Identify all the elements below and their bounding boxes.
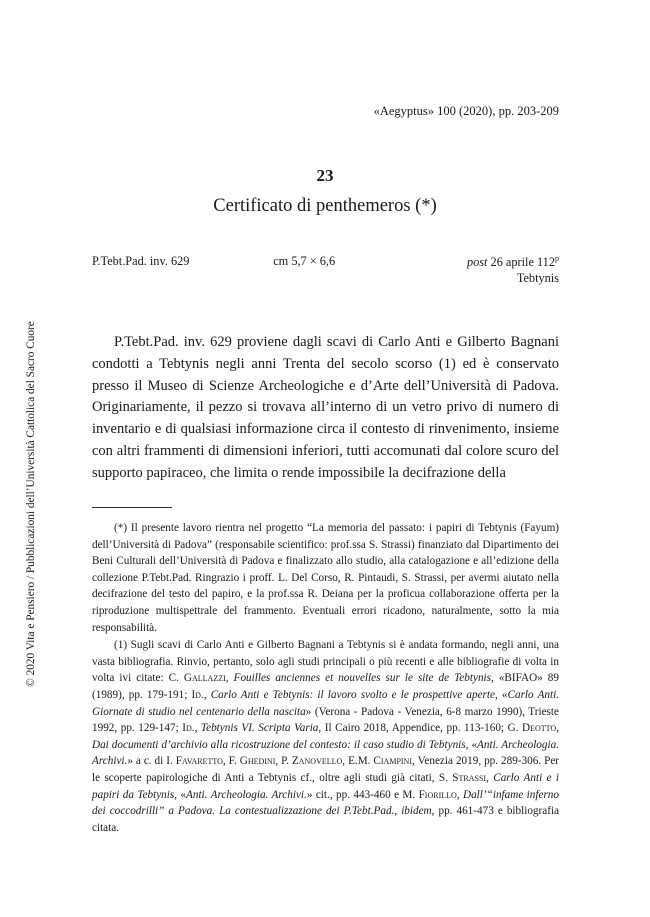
- fn1-work-title: Dai documenti d’archivio alla ricostruzione del contesto: il caso studio di Tebtynis: [92, 738, 466, 751]
- fn1-author: Ciampini: [373, 755, 412, 768]
- fn1-work-title: Carlo Anti e Tebtynis: il lavoro svolto e le prospettive aperte: [210, 688, 495, 701]
- dimensions: cm 5,7 × 6,6: [273, 254, 336, 268]
- fn1-author: Deotto: [522, 722, 557, 735]
- fn1-author: Id.: [191, 688, 204, 701]
- fn1-work-title: Tebtynis VI. Scripta Varia: [200, 722, 319, 735]
- fn1-text: , E.M.: [342, 755, 374, 768]
- fn1-author: Id.: [182, 722, 195, 735]
- fn1-author: Strassi: [452, 771, 487, 784]
- papyrus-metadata: [92, 254, 559, 286]
- fn1-author: Zanovello: [291, 755, 343, 768]
- fn1-text: ,: [394, 805, 402, 818]
- body-paragraph: P.Tebt.Pad. inv. 629 proviene dagli scavi di Carlo Anti e Gilberto Bagnani condotti a Tebtynis negli anni Trenta del secolo scorso (1) ed è conservato presso il Museo di Scienze Archeologiche e d’Arte dell’Università di Padova. Originariamente, il pezzo si trovava all’interno di un vetro privo di numero di inventario e di qualsiasi informazione circa il contesto di rinvenimento, insieme con altri frammenti di dimensioni inferiori, tutti accomunati dal colore scuro del supporto papiraceo, che limita o rende impossibile la decifrazione della: [92, 334, 559, 481]
- fn1-author: Fiorillo: [418, 788, 457, 801]
- footnote-1: [92, 637, 559, 836]
- fn1-text: » a c. di I.: [127, 755, 176, 768]
- fn1-work-title: Anti. Archeologia. Archivi.: [186, 788, 307, 801]
- fn1-work-title: Dall’“infame inferno dei coccodrilli” a Padova. La contestualizzazione dei P.Tebt.Pad.: [92, 788, 559, 818]
- article-title: Certificato di penthemeros (*): [213, 196, 437, 216]
- fn1-text: ,: [225, 672, 234, 685]
- fn1-text: ,: [486, 771, 494, 784]
- date-prefix: post: [466, 255, 488, 270]
- fn1-work-title: Carlo Anti e i papiri da Tebtynis: [92, 771, 559, 801]
- fn1-text: , Venezia 2019, pp. 289-306. Per le scoperte papirologiche di Anti a Tebtynis cf., oltre agli studi già citati, S.: [92, 755, 560, 784]
- side-copyright: © 2020 Vita e Pensiero / Pubblicazioni dell’Università Cattolica del Sacro Cuore: [25, 321, 37, 687]
- provenance: Tebtynis: [516, 271, 559, 286]
- fn1-text: ,: [556, 722, 559, 735]
- fn1-author: Ghedini: [239, 755, 276, 768]
- footnote-separator: [92, 507, 172, 508]
- date-superscript: p: [554, 254, 559, 263]
- date-value: 26 aprile 112: [490, 255, 555, 270]
- fn1-author: Favaretto: [175, 755, 223, 768]
- fn1-text: , P.: [275, 755, 292, 768]
- fn1-text: ,: [203, 688, 211, 701]
- fn1-text: ,: [194, 722, 201, 735]
- fn1-text: , pp. 461-473 e bibliografia citata.: [92, 805, 560, 834]
- fn1-text: , «: [494, 688, 508, 701]
- fn1-work-title: ibidem: [401, 805, 432, 818]
- footnotes: [92, 520, 559, 837]
- fn1-text: , Il Cairo 2018, Appendice, pp. 113-160; G.: [318, 722, 523, 735]
- fn1-author: Gallazzi: [183, 672, 226, 685]
- footnote-star: (*) Il presente lavoro rientra nel progetto “La memoria del passato: i papiri di Tebtynis (Fayum) dell’Università di Padova” (responsabile scientifico: prof.ssa S. Strassi) finanziato dal Dipartimento dei Beni Culturali dell’Università di Padova e finalizzato allo studio, alla catalogazione e all’edizione della collezione P.Tebt.Pad. Ringrazio i proff. L. Del Corso, R. Pintaudi, S. Strassi, per avermi aiutato nella decifrazione del testo del papiro, e la prof.ssa R. Deiana per la proficua collaborazione offerta per la riproduzione multispettrale del frammento. Eventuali errori ricadono, naturalmente, sotto la mia responsabilità.: [92, 522, 559, 634]
- date: [467, 254, 559, 270]
- fn1-text: (1) Sugli scavi di Carlo Anti e Gilberto Bagnani a Tebtynis si è andata formando, negli anni, una vasta bibliografia. Rinvio, pertanto, solo agli studi principali o più recenti e alle bibliografie di volta in volta ivi citate: C.: [92, 639, 559, 685]
- fn1-text: , «: [465, 738, 478, 751]
- fn1-text: ,: [456, 788, 463, 801]
- running-head: «Aegyptus» 100 (2020), pp. 203-209: [373, 104, 559, 118]
- fn1-text: , «: [174, 788, 187, 801]
- article-number: 23: [316, 166, 334, 185]
- fn1-text: » (Verona - Padova - Venezia, 6-8 marzo 1990), Trieste 1992, pp. 129-147;: [92, 705, 559, 735]
- metadata-row: [92, 254, 559, 270]
- fn1-text: , F.: [222, 755, 240, 768]
- fn1-work-title: Fouilles anciennes et nouvelles sur le site de Tebtynis: [233, 672, 491, 685]
- fn1-work-title: Carlo Anti. Giornate di studio nel centenario della nascita: [92, 688, 560, 718]
- inventory-number: P.Tebt.Pad. inv. 629: [92, 254, 190, 268]
- fn1-text: » cit., pp. 443-460 e M.: [306, 788, 419, 801]
- fn1-text: , «BIFAO» 89 (1989), pp. 179-191;: [92, 672, 559, 701]
- fn1-work-title: Anti. Archeologia. Archivi.: [92, 738, 559, 768]
